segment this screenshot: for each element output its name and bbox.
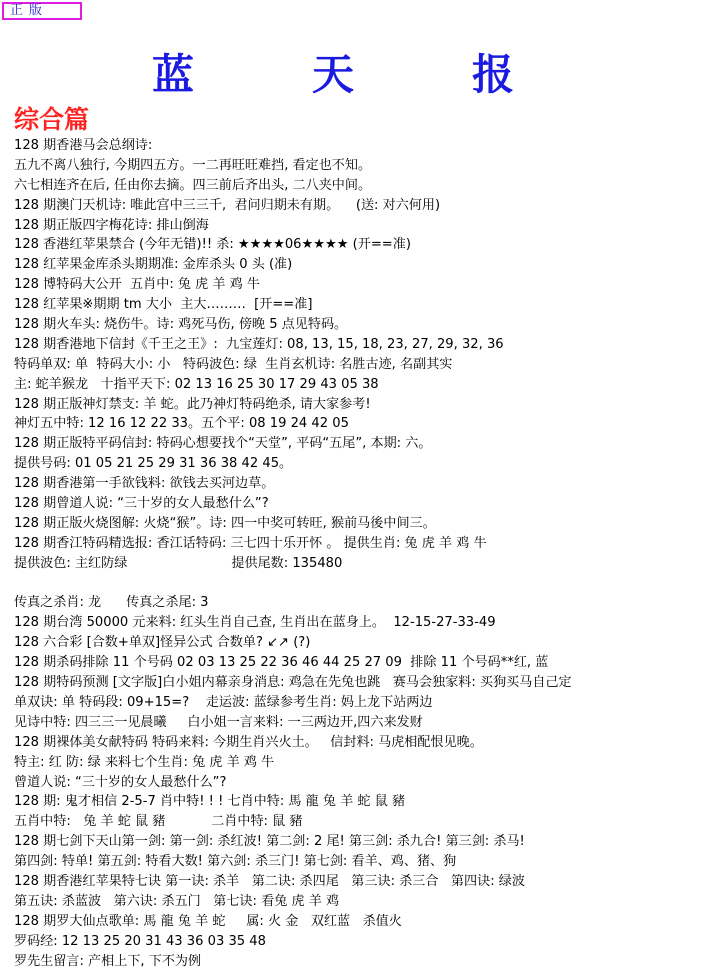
text-line: 提供号码: 01 05 21 25 29 31 36 38 42 45。 bbox=[14, 456, 293, 472]
text-line: 128 期香港地下信封《千王之王》: 九宝莲灯: 08, 13, 15, 18, 23, 27, 29, 32, 36 bbox=[14, 336, 504, 352]
text-line: 128 期台湾 50000 元来料: 红头生肖自己查, 生肖出在蓝身上。 12-15-27-33-49 bbox=[14, 615, 496, 631]
text-line: 主: 蛇羊猴龙 十指平天下: 02 13 16 25 30 17 29 43 05 38 bbox=[14, 376, 379, 392]
text-line: 128 香港红苹果禁合 (今年无错)!! 杀: ★★★★06★★★★ (开==准) bbox=[14, 237, 411, 253]
text-line: 128 红苹果※期期 tm 大小 主大……… [开==准] bbox=[14, 297, 313, 313]
text-line: 128 期正版神灯禁支: 羊 蛇。此乃神灯特码绝杀, 请大家参考! bbox=[14, 396, 371, 412]
text-line: 五肖中特: 兔 羊 蛇 鼠 豬 二肖中特: 鼠 豬 bbox=[14, 814, 303, 830]
text-line: 见诗中特: 四三三一见晨曦 白小姐一言来料: 一三两边开,四六来发财 bbox=[14, 714, 423, 730]
text-line: 神灯五中特: 12 16 12 22 33。五个平: 08 19 24 42 05 bbox=[14, 416, 349, 432]
text-line: 传真之杀肖: 龙 传真之杀尾: 3 bbox=[14, 595, 209, 611]
text-line: 第五诀: 杀蓝波 第六诀: 杀五门 第七诀: 看兔 虎 羊 鸡 bbox=[14, 893, 340, 909]
text-line: 128 期曾道人说: “三十岁的女人最愁什么”? bbox=[14, 496, 269, 512]
text-line: 提供波色: 主红防绿 提供尾数: 135480 bbox=[14, 555, 343, 571]
text-line: 128 期罗大仙点歌单: 馬 龍 兔 羊 蛇 属: 火 金 双红蓝 杀值火 bbox=[14, 913, 402, 929]
text-line: 128 期香港第一手欲钱料: 欲钱去买河边草。 bbox=[14, 476, 275, 492]
text-line: 第四剑: 特单! 第五剑: 特看大数! 第六剑: 杀三门! 第七剑: 看羊、鸡、猪、狗 bbox=[14, 854, 457, 870]
text-line: 特码单双: 单 特码大小: 小 特码波色: 绿 生肖玄机诗: 名胜古迹, 名副其实 bbox=[14, 356, 453, 372]
text-line: 128 期正版四字梅花诗: 排山倒海 bbox=[14, 217, 209, 233]
text-line: 128 期特码预测 [文字版]白小姐内幕亲身消息: 鸡急在先兔也跳 赛马会独家料: 买狗买马自己定 bbox=[14, 675, 572, 691]
text-line: 128 期正版火烧图解: 火烧“猴”。诗: 四一中奖可转旺, 猴前马後中间三。 bbox=[14, 515, 436, 531]
masthead bbox=[0, 42, 704, 100]
text-line: 五九不离八独行, 今期四五方。一二再旺旺难挡, 看定也不知。 bbox=[14, 157, 372, 173]
text-line: 128 红苹果金库杀头期期准: 金库杀头 0 头 (准) bbox=[14, 257, 293, 273]
text-line: 特主: 红 防: 绿 来料七个生肖: 兔 虎 羊 鸡 牛 bbox=[14, 754, 275, 770]
text-line: 128 六合彩 [合数+单双]怪异公式 合数单? ↙↗ (?) bbox=[14, 635, 311, 651]
text-line: 128 期: 鬼才相信 2-5-7 肖中特! ! ! 七肖中特: 馬 龍 兔 羊 蛇 鼠 豬 bbox=[14, 794, 406, 810]
masthead-char-2: 天 bbox=[312, 50, 355, 99]
edition-badge: 正版 bbox=[2, 2, 82, 20]
text-line: 128 博特码大公开 五肖中: 兔 虎 羊 鸡 牛 bbox=[14, 277, 261, 293]
text-line: 128 期香江特码精选报: 香江话特码: 三七四十乐开怀 。 提供生肖: 兔 虎 羊 鸡 牛 bbox=[14, 535, 487, 551]
text-line: 128 期正版特平码信封: 特码心想要找个“天堂”, 平码“五尾”, 本期: 六。 bbox=[14, 436, 432, 452]
text-line: 单双诀: 单 特码段: 09+15=? 走运波: 蓝绿参考生肖: 妈上龙下站两边 bbox=[14, 694, 433, 710]
text-lines bbox=[14, 136, 698, 971]
text-line: 128 期香港马会总纲诗: bbox=[14, 138, 153, 153]
section-title: 综合篇 bbox=[14, 105, 90, 134]
text-line: 罗先生留言: 产相上下, 下不为例 bbox=[14, 953, 202, 969]
masthead-char-1: 蓝 bbox=[152, 50, 195, 99]
masthead-char-3: 报 bbox=[472, 50, 515, 99]
text-line: 曾道人说: “三十岁的女人最愁什么”? bbox=[14, 774, 227, 790]
text-line: 罗码经: 12 13 25 20 31 43 36 03 35 48 bbox=[14, 933, 266, 949]
text-line: 128 期澳门天机诗: 唯此宫中三三千, 君问归期未有期。 (送: 对六何用) bbox=[14, 197, 441, 213]
spacer bbox=[14, 574, 698, 594]
text-line: 128 期火车头: 烧伤牛。诗: 鸡死马伤, 傍晚 5 点见特码。 bbox=[14, 317, 348, 333]
text-line: 六七相连齐在后, 任由你去摘。四三前后齐出头, 二八夹中间。 bbox=[14, 177, 372, 193]
text-line: 128 期裸体美女献特码 特码来料: 今期生肖兴火土。 信封料: 马虎相配恨见晚。 bbox=[14, 734, 483, 750]
text-line: 128 期杀码排除 11 个号码 02 03 13 25 22 36 46 44 25 27 09 排除 11 个号码**红, 蓝 bbox=[14, 655, 549, 671]
text-line: 128 期香港红苹果特七诀 第一诀: 杀羊 第二诀: 杀四尾 第三诀: 杀三合 第四诀: 绿波 bbox=[14, 873, 525, 889]
text-line: 128 期七剑下天山第一剑: 第一剑: 杀红波! 第二剑: 2 尾! 第三剑: 杀九合! 第三剑: 杀马! bbox=[14, 834, 525, 850]
